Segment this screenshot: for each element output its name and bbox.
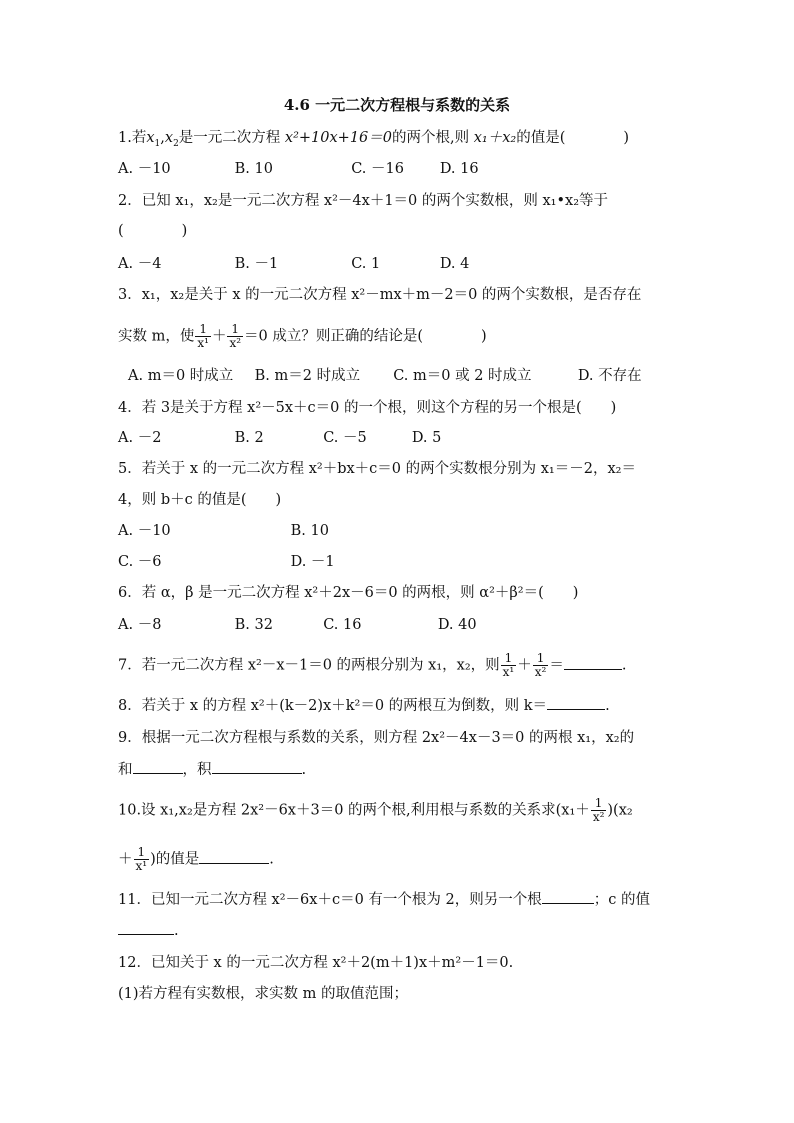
answer-blank-root[interactable] xyxy=(542,889,594,904)
question-1: 1.若$x_1,x_2$是一元二次方程 x²+10x+16＝0的两个根,则 x₁＋x₂的值是( ) xyxy=(118,130,630,149)
option-a[interactable]: A. －4 xyxy=(118,256,162,272)
question-6: 6．若 α，β 是一元二次方程 x²＋2x－6＝0 的两根，则 α²＋β²＝( ) xyxy=(118,585,579,601)
option-d[interactable]: D. 不存在 xyxy=(577,368,642,384)
option-c[interactable]: C. 1 xyxy=(351,256,381,272)
answer-blank-sum[interactable] xyxy=(133,759,183,774)
fraction: $\frac{1}{\text{x²}}$ xyxy=(534,651,547,679)
question-6-options xyxy=(118,615,477,635)
option-b[interactable]: B. －1 xyxy=(234,256,279,272)
option-b[interactable]: B. 10 xyxy=(290,523,329,539)
option-a[interactable]: A. －2 xyxy=(118,430,162,446)
fraction: $\frac{1}{\text{x¹}}$ xyxy=(502,651,515,679)
question-5-options-row1 xyxy=(118,521,329,541)
option-b[interactable]: B. 2 xyxy=(234,430,264,446)
option-c[interactable]: C. －16 xyxy=(351,161,404,177)
question-3: 3．x₁，x₂是关于 x 的一元二次方程 x²－mx＋m－2＝0 的两个实数根，是否存在 xyxy=(118,287,642,303)
option-c[interactable]: C. 16 xyxy=(323,617,362,633)
question-1-options xyxy=(118,159,479,179)
fraction: $\frac{1}{\text{x²}}$ xyxy=(229,322,242,350)
option-d[interactable]: D. 40 xyxy=(437,617,477,633)
option-a[interactable]: A. －8 xyxy=(118,617,162,633)
question-10-line2: ＋ $\frac{1}{\text{x¹}}$ )的值是 . xyxy=(118,845,274,873)
question-12-part1: (1)若方程有实数根，求实数 m 的取值范围； xyxy=(118,986,409,1002)
question-4: 4．若 3是关于方程 x²－5x＋c＝0 的一个根，则这个方程的另一个根是( ) xyxy=(118,400,617,416)
question-3-options xyxy=(128,366,642,386)
question-11-line2: . xyxy=(118,920,179,941)
page-title: 4.6 一元二次方程根与系数的关系 xyxy=(283,96,511,114)
option-b[interactable]: B. 10 xyxy=(234,161,273,177)
option-c[interactable]: C. －6 xyxy=(118,554,162,570)
option-d[interactable]: D. －1 xyxy=(290,554,335,570)
answer-blank-product[interactable] xyxy=(212,759,302,774)
question-8: 8．若关于 x 的方程 x²＋(k－2)x＋k²＝0 的两根互为倒数，则 k＝ . xyxy=(118,695,610,716)
question-5: 5．若关于 x 的一元二次方程 x²＋bx＋c＝0 的两个实数根分别为 x₁＝－2，x₂＝ xyxy=(118,461,636,477)
question-5-options-row2 xyxy=(118,552,335,572)
option-b[interactable]: B. 32 xyxy=(234,617,273,633)
answer-blank[interactable] xyxy=(199,849,269,864)
option-d[interactable]: D. 5 xyxy=(411,430,442,446)
answer-blank-c[interactable] xyxy=(118,920,174,935)
question-2-options xyxy=(118,254,469,274)
question-4-options xyxy=(118,428,441,448)
question-7: 7．若一元二次方程 x²－x－1＝0 的两根分别为 x₁，x₂，则 $\frac{1}{\text{x¹}}$ ＋ $\frac{1}{\text{x²}}$ ＝ . xyxy=(118,651,627,679)
option-a[interactable]: A. －10 xyxy=(118,523,171,539)
question-10: 10.设 x₁,x₂是方程 2x²－6x＋3＝0 的两个根,利用根与系数的关系求(x₁＋ $\frac{1}{\text{x²}}$ )(x₂ xyxy=(118,796,633,824)
question-9-line2: 和 ，积 . xyxy=(118,759,306,780)
question-5-line2: 4，则 b＋c 的值是( ) xyxy=(118,492,282,508)
answer-blank[interactable] xyxy=(564,655,622,670)
option-a[interactable]: A. m＝0 时成立 xyxy=(128,368,234,384)
question-2-line2: ( ) xyxy=(118,223,188,239)
question-12: 12．已知关于 x 的一元二次方程 x²＋2(m＋1)x＋m²－1＝0. xyxy=(118,955,514,971)
option-d[interactable]: D. 4 xyxy=(439,256,470,272)
question-3-line2: 实数 m，使 $\frac{1}{\text{x¹}}$ ＋ $\frac{1}{\text{x²}}$ ＝0 成立？则正确的结论是( ) xyxy=(118,322,487,350)
answer-blank[interactable] xyxy=(547,695,605,710)
option-a[interactable]: A. －10 xyxy=(118,161,171,177)
option-c[interactable]: C. m＝0 或 2 时成立 xyxy=(393,368,532,384)
option-d[interactable]: D. 16 xyxy=(439,161,479,177)
fraction: $\frac{1}{\text{x¹}}$ xyxy=(197,322,209,350)
fraction: $\frac{1}{\text{x¹}}$ xyxy=(135,845,148,873)
question-2: 2．已知 x₁，x₂是一元二次方程 x²－4x＋1＝0 的两个实数根，则 x₁•x₂等于 xyxy=(118,193,609,209)
option-c[interactable]: C. －5 xyxy=(323,430,367,446)
question-11: 11．已知一元二次方程 x²－6x＋c＝0 有一个根为 2，则另一个根 ；c 的值 xyxy=(118,889,650,910)
question-9: 9．根据一元二次方程根与系数的关系，则方程 2x²－4x－3＝0 的两根 x₁，x₂的 xyxy=(118,730,635,746)
option-b[interactable]: B. m＝2 时成立 xyxy=(254,368,361,384)
fraction: $\frac{1}{\text{x²}}$ xyxy=(592,796,605,824)
